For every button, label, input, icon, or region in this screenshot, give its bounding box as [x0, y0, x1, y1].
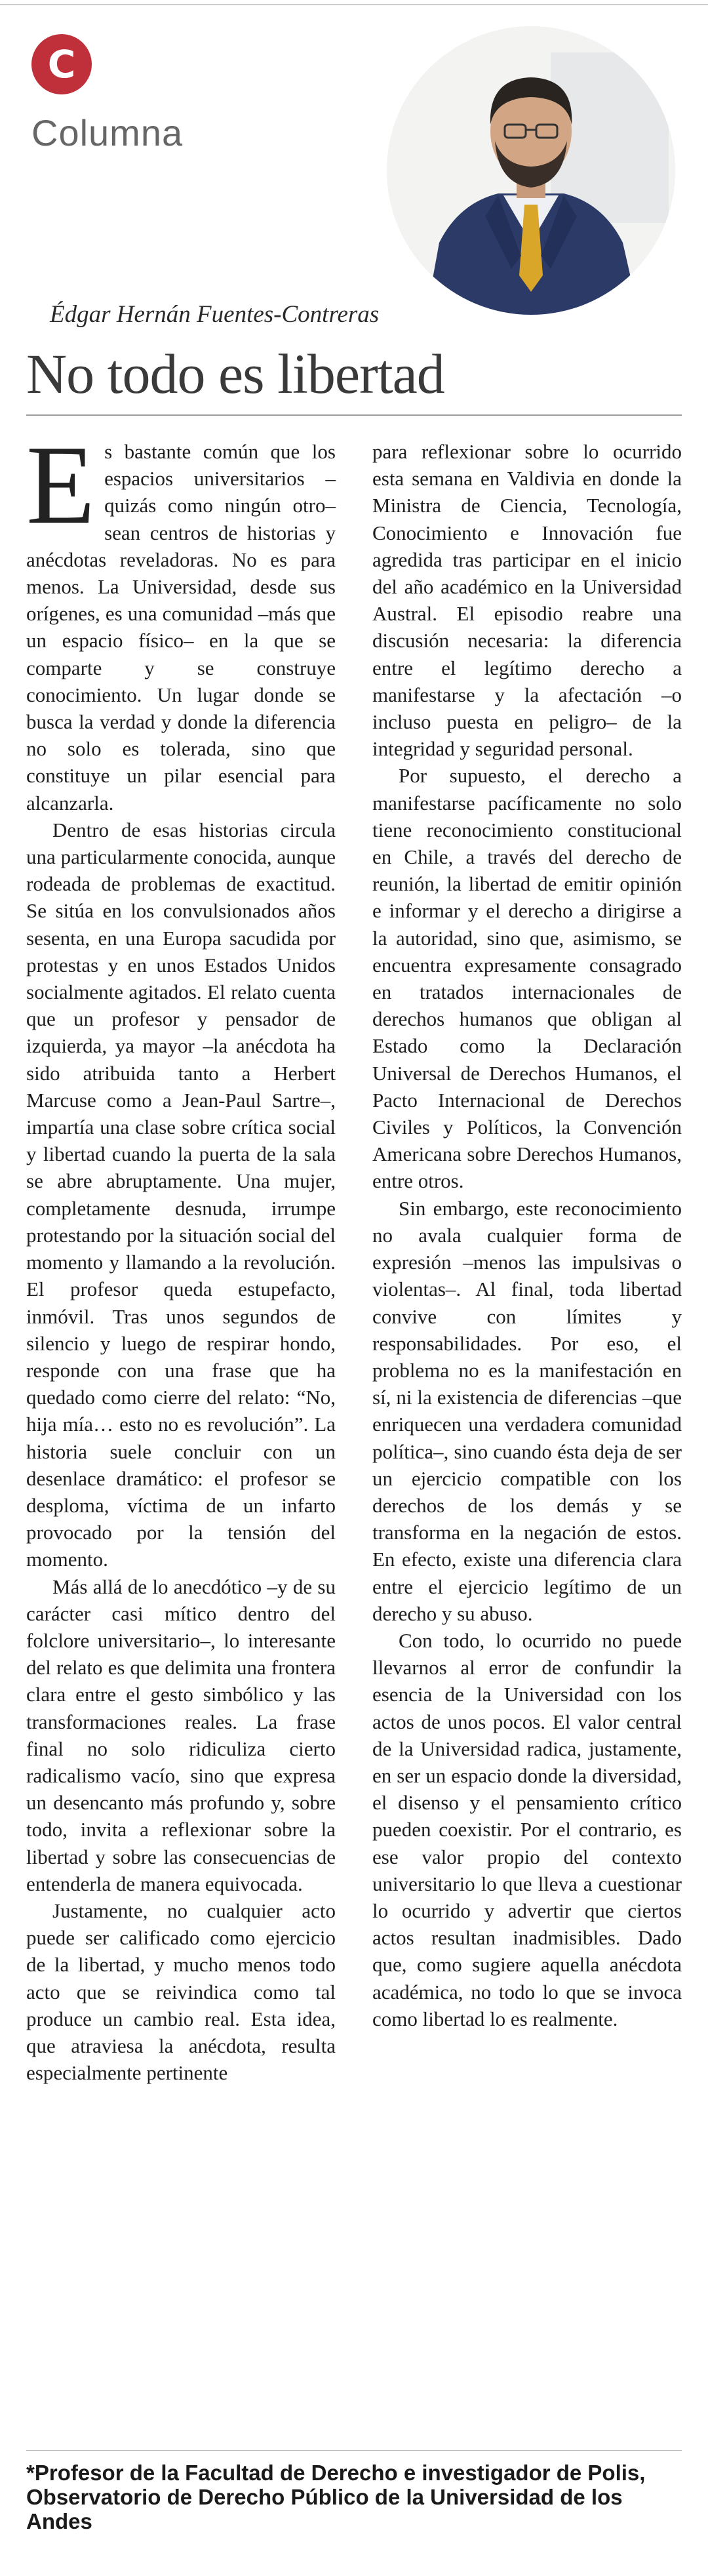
section-badge: C — [31, 34, 92, 94]
article-paragraph: Con todo, lo ocurrido no puede llevarnos al error de confundir la esencia de la Universidad con los actos de unos pocos. El valor central de la Universidad radica, justamente, en ser un espacio donde la diversidad, el disenso y el pensamiento crítico pueden coexistir. Por el contrario, es ese valor propio del contexto universitario lo que lleva a cuestionar lo ocurrido y advertir que ciertos actos resultan inadmisibles. Dado que, como sugiere aquella anécdota académica, no todo lo que se invoca como libertad lo es realmente. — [372, 1628, 682, 2030]
top-divider — [0, 4, 708, 5]
author-name: Édgar Hernán Fuentes-Contreras — [50, 301, 380, 328]
headline: No todo es libertad — [26, 342, 444, 405]
article-paragraph: para reflexionar sobre lo ocurrido esta semana en Valdivia en donde la Ministra de Ciencia, Tecnología, Conocimiento e Innovación fue agredida tras participar en el inicio del año académico en la Universidad Austral. El episodio reabre una discusión necesaria: la diferencia entre el legítimo derecho a manifestarse y la afectación –o incluso puesta en peligro– de la integridad y seguridad personal. — [372, 440, 682, 761]
article-column-right — [372, 438, 682, 2032]
article-paragraph: Sin embargo, este reconocimiento no avala cualquier forma de expresión –menos las impulsivas o violentas–. Al final, toda libertad convive con límites y responsabilidades. Por eso, el problema no es la manifestación en sí, ni la existencia de diferencias –que enriquecen una verdadera comunidad política–, sino cuando ésta deja de ser un ejercicio compatible con los derechos de los demás y se transforma en la negación de estos. En efecto, existe una diferencia clara entre el ejercicio legítimo de un derecho y su abuso. — [372, 1196, 682, 1625]
author-portrait — [387, 26, 675, 315]
author-portrait-image — [387, 26, 675, 315]
drop-cap: E — [26, 423, 96, 548]
article-paragraph: Dentro de esas historias circula una particularmente conocida, aunque rodeada de problemas de exactitud. Se sitúa en los convulsionados años sesenta, en una Europa sacudida por protestas y en unos Estados Unidos socialmente agitados. El relato cuenta que un profesor y pensador de izquierda, ya mayor –la anécdota ha sido atribuida tanto a Herbert Marcuse como a Jean-Paul Sartre–, impartía una clase sobre crítica social y libertad cuando la puerta de la sala se abre abruptamente. Una mujer, completamente desnuda, irrumpe protestando por la situación social del momento y llamando a la revolución. El profesor queda estupefacto, inmóvil. Tras unos segundos de silencio y luego de respirar hondo, responde con una frase que ha quedado como cierre del relato: “No, hija mía… esto no es revolución”. La historia suele concluir con un desenlace dramático: el profesor se desploma, víctima de un infarto provocado por la tensión del momento. — [26, 818, 336, 1571]
article-paragraph: Justamente, no cualquier acto puede ser calificado como ejercicio de la libertad, y mucho menos todo acto que se reivindica como tal produce un cambio real. Esta idea, que atraviesa la anécdota, resulta especialmente pertinente — [26, 1899, 336, 2085]
footnote-divider — [26, 2450, 682, 2451]
article-paragraph: Por supuesto, el derecho a manifestarse pacíficamente no solo tiene reconocimiento constitucional en Chile, a través del derecho de reunión, la libertad de emitir opinión e informar y el derecho a dirigirse a la autoridad, sino que, asimismo, se encuentra expresamente consagrado en tratados internacionales de derechos humanos que obligan al Estado como la Declaración Universal de Derechos Humanos, el Pacto Internacional de Derechos Civiles y Políticos, la Convención Americana sobre Derechos Humanos, entre otros. — [372, 764, 682, 1193]
headline-divider — [26, 414, 682, 416]
article-column-left — [26, 423, 336, 2086]
article-paragraph: Es bastante común que los espacios universitarios –quizás como ningún otro– sean centros de historias y anécdotas reveladoras. No es para menos. La Universidad, desde sus orígenes, es una comunidad –más que un espacio físico– en la que se comparte y se construye conocimiento. Un lugar donde se busca la verdad y donde la diferencia no solo es tolerada, sino que constituye un pilar esencial para alcanzarla. — [26, 423, 336, 815]
author-footnote: *Profesor de la Facultad de Derecho e investigador de Polis, Observatorio de Derecho Público de la Universidad de los Andes — [26, 2461, 646, 2533]
section-label: Columna — [31, 112, 184, 153]
article-paragraph: Más allá de lo anecdótico –y de su carácter casi mítico dentro del folclore universitario–, lo interesante del relato es que delimita una frontera clara entre el gesto simbólico y las transformaciones reales. La frase final no solo ridiculiza cierto radicalismo vacío, sino que expresa un desencanto más profundo y, sobre todo, invita a reflexionar sobre la libertad y sobre las consecuencias de entenderla de manera equivocada. — [26, 1575, 336, 1895]
